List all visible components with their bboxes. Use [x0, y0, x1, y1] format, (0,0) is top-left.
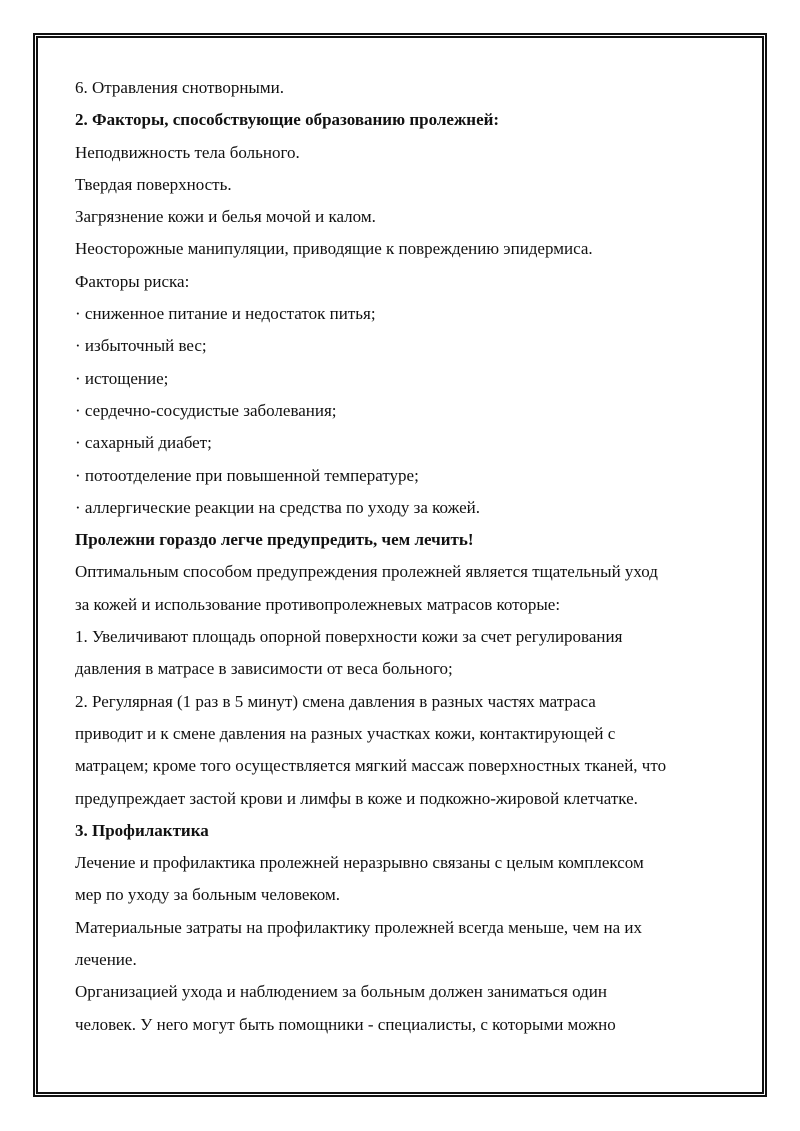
text-line: 1. Увеличивают площадь опорной поверхности кожи за счет регулирования — [75, 627, 623, 647]
document-body — [75, 72, 735, 1041]
text-line: Неподвижность тела больного. — [75, 142, 300, 162]
text-line: Организацией ухода и наблюдением за больным должен заниматься один — [75, 982, 608, 1002]
section-heading: 3. Профилактика — [75, 820, 209, 840]
text-line: давления в матрасе в зависимости от веса больного; — [75, 659, 453, 679]
text-line: предупреждает застой крови и лимфы в коже и подкожно-жировой клетчатке. — [75, 788, 638, 808]
text-line: · сердечно-сосудистые заболевания; — [75, 400, 337, 420]
section-heading: Пролежни гораздо легче предупредить, чем лечить! — [75, 530, 474, 550]
text-line: 2. Регулярная (1 раз в 5 минут) смена давления в разных частях матраса — [75, 691, 596, 711]
text-line: · истощение; — [75, 368, 169, 388]
text-line: · сахарный диабет; — [75, 433, 212, 453]
text-line: приводит и к смене давления на разных участках кожи, контактирующей с — [75, 723, 616, 743]
text-line: Неосторожные манипуляции, приводящие к повреждению эпидермиса. — [75, 239, 593, 259]
text-line: Твердая поверхность. — [75, 174, 232, 194]
text-line: Лечение и профилактика пролежней неразрывно связаны с целым комплексом — [75, 853, 644, 873]
text-line: за кожей и использование противопролежневых матрасов которые: — [75, 594, 561, 614]
text-line: Оптимальным способом предупреждения пролежней является тщательный уход — [75, 562, 658, 582]
text-line: · аллергические реакции на средства по уходу за кожей. — [75, 497, 480, 517]
text-line: Факторы риска: — [75, 271, 190, 291]
section-heading: 2. Факторы, способствующие образованию пролежней: — [75, 110, 500, 130]
text-line: Загрязнение кожи и белья мочой и калом. — [75, 207, 376, 227]
text-line: 6. Отравления снотворными. — [75, 78, 284, 97]
text-line: · потоотделение при повышенной температуре; — [75, 465, 419, 485]
text-line: лечение. — [75, 950, 137, 970]
text-line: · избыточный вес; — [75, 336, 207, 356]
text-line: мер по уходу за больным человеком. — [75, 885, 340, 905]
text-line: человек. У него могут быть помощники - специалисты, с которыми можно — [75, 1014, 616, 1034]
text-line: матрацем; кроме того осуществляется мягкий массаж поверхностных тканей, что — [75, 756, 667, 776]
text-line: Материальные затраты на профилактику пролежней всегда меньше, чем на их — [75, 917, 642, 937]
text-line: · сниженное питание и недостаток питья; — [75, 304, 376, 324]
